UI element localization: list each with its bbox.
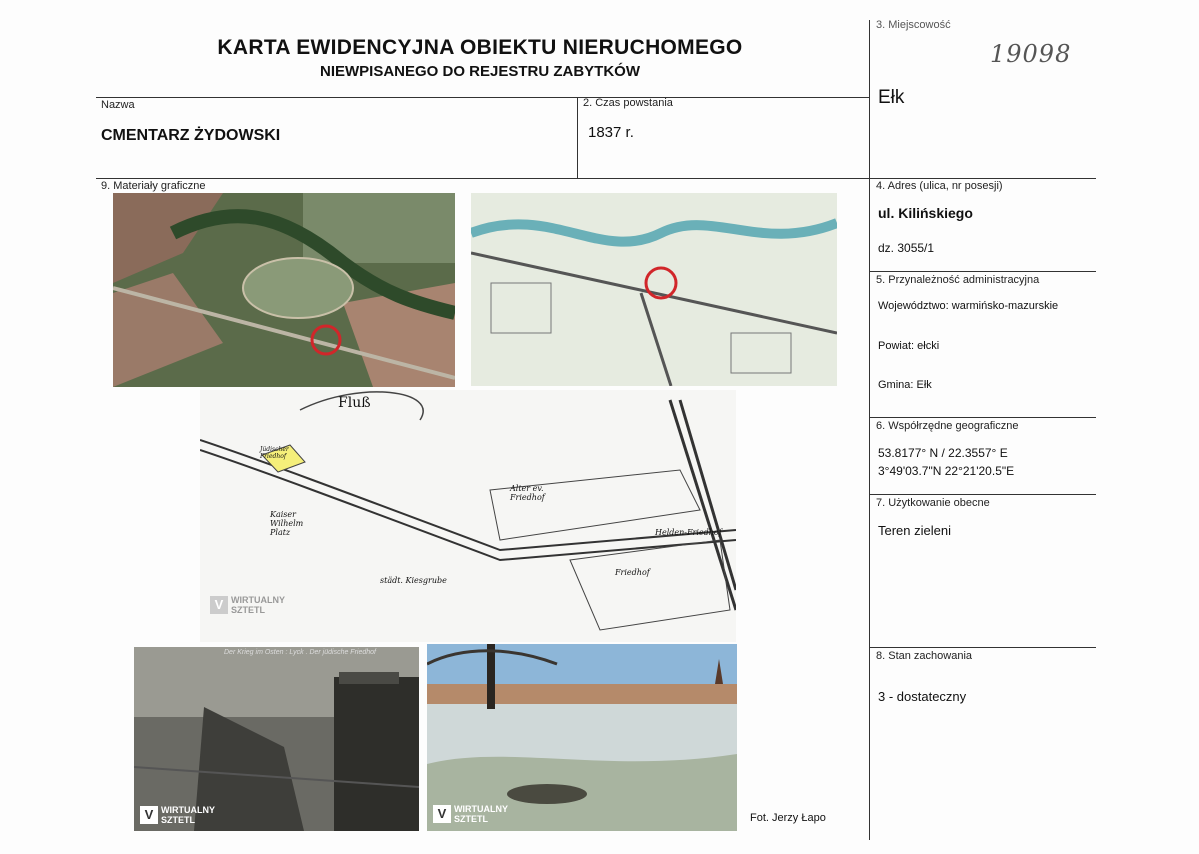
map-label-river: Fluß xyxy=(338,395,371,411)
sztetl-logo-icon: V xyxy=(140,806,158,824)
admin-label: 5. Przynależność administracyjna xyxy=(876,274,1040,286)
map-label-heroes-cemetery: Helden-Friedhof xyxy=(655,528,722,537)
locality-value: Ełk xyxy=(878,87,905,108)
aerial-photo xyxy=(113,193,455,387)
coords-dms-value: 3°49'03.7"N 22°21'20.5"E xyxy=(878,464,1015,478)
map-label-friedhof: Friedhof xyxy=(615,568,650,577)
county-value: Powiat: ełcki xyxy=(878,340,940,352)
handwritten-number: 19098 xyxy=(990,40,1072,68)
postcard-photo xyxy=(134,647,419,831)
usage-divider xyxy=(870,647,1096,648)
date-label: 2. Czas powstania xyxy=(583,97,673,109)
date-value: 1837 r. xyxy=(588,124,634,141)
name-label: Nazwa xyxy=(101,99,135,111)
right-column-divider xyxy=(869,20,870,840)
sztetl-logo-icon: V xyxy=(433,805,451,823)
commune-value: Gmina: Ełk xyxy=(878,379,932,391)
map-label-square: Kaiser Wilhelm Platz xyxy=(270,510,304,537)
topographic-map xyxy=(471,193,837,386)
parcel-value: dz. 3055/1 xyxy=(878,241,935,255)
coords-label: 6. Współrzędne geograficzne xyxy=(876,420,1019,432)
condition-value: 3 - dostateczny xyxy=(878,689,967,704)
graphics-label: 9. Materiały graficzne xyxy=(101,180,206,192)
address-divider xyxy=(870,271,1096,272)
watermark-map: V WIRTUALNY SZTETL xyxy=(210,595,285,615)
usage-label: 7. Użytkowanie obecne xyxy=(876,497,990,509)
header-divider xyxy=(96,97,869,98)
watermark-winter: V WIRTUALNY SZTETL xyxy=(433,804,508,824)
name-date-divider xyxy=(577,97,578,178)
map-label-gravel-pit: städt. Kiesgrube xyxy=(380,576,447,585)
address-label: 4. Adres (ulica, nr posesji) xyxy=(876,180,1003,192)
photo-credit: Fot. Jerzy Łapo xyxy=(750,812,826,824)
historical-map xyxy=(200,390,736,642)
coords-decimal-value: 53.8177° N / 22.3557° E xyxy=(878,446,1008,460)
name-row-divider xyxy=(96,178,1096,179)
watermark-postcard: V WIRTUALNY SZTETL xyxy=(140,805,215,825)
map-label-jewish-cemetery: Jüdischer Friedhof xyxy=(260,446,289,460)
map-label-old-cemetery: Alter ev. Friedhof xyxy=(510,484,545,502)
winter-photo xyxy=(427,644,737,831)
address-value: ul. Kilińskiego xyxy=(878,205,973,221)
admin-divider xyxy=(870,417,1096,418)
card-subtitle: NIEWPISANEGO DO REJESTRU ZABYTKÓW xyxy=(319,63,641,80)
condition-label: 8. Stan zachowania xyxy=(876,650,973,662)
card-title: KARTA EWIDENCYJNA OBIEKTU NIERUCHOMEGO xyxy=(217,36,743,59)
sztetl-logo-icon: V xyxy=(210,596,228,614)
voivodeship-value: Województwo: warmińsko-mazurskie xyxy=(878,300,1059,312)
coords-divider xyxy=(870,494,1096,495)
name-value: CMENTARZ ŻYDOWSKI xyxy=(101,127,281,144)
locality-label: 3. Miejscowość xyxy=(876,19,951,31)
usage-value: Teren zieleni xyxy=(878,523,951,538)
postcard-caption: Der Krieg im Osten : Lyck . Der jüdische Friedhof xyxy=(224,649,376,656)
